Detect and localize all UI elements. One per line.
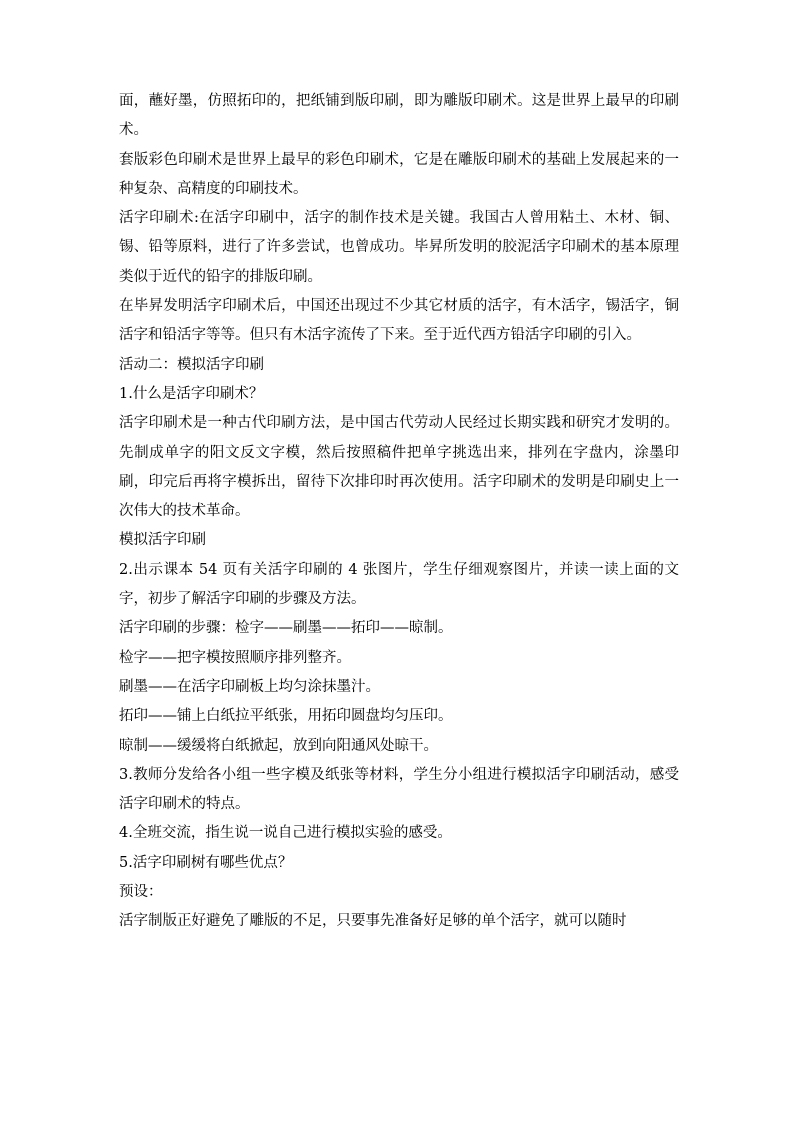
question-5-advantages: 5.活字印刷树有哪些优点？: [119, 854, 293, 871]
step-press: 拓印——铺上白纸拉平纸张，用拓印圆盘均匀压印。: [119, 708, 453, 725]
section-heading-activity-two: 活动二：模拟活字印刷: [119, 356, 264, 373]
step-ink: 刷墨——在活字印刷板上均匀涂抹墨汁。: [119, 678, 380, 695]
paragraph-advantage-answer: 活字制版正好避免了雕版的不足，只要事先准备好足够的单个活字，就可以随时: [119, 913, 627, 930]
question-1: 1.什么是活字印刷术？: [119, 385, 264, 402]
steps-summary: 活字印刷的步骤：检字——刷墨——拓印——晾制。: [119, 620, 453, 637]
step-4-discussion: 4.全班交流，指生说一说自己进行模拟实验的感受。: [119, 825, 452, 842]
document-body: [119, 87, 679, 937]
subheading-simulation: 模拟活字印刷: [119, 532, 206, 549]
step-2-textbook: 2.出示课本 54 页有关活字印刷的 4 张图片，学生仔细观察图片，并读一读上面的文字，初步了解活字印刷的步骤及方法。: [119, 561, 679, 608]
paragraph-color-printing: 套版彩色印刷术是世界上最早的彩色印刷术，它是在雕版印刷术的基础上发展起来的一种复杂、高精度的印刷技术。: [119, 151, 679, 197]
step-dry: 晾制——缓缓将白纸掀起，放到向阳通风处晾干。: [119, 737, 438, 754]
paragraph-woodblock-end: 面，蘸好墨，仿照拓印的，把纸铺到版印刷，即为雕版印刷术。这是世界上最早的印刷术。: [119, 93, 679, 139]
paragraph-definition: 活字印刷术是一种古代印刷方法，是中国古代劳动人民经过长期实践和研究才发明的。先制成单字的阳文反文字模，然后按照稿件把单字挑选出来，排列在字盘内，涂墨印刷，印完后再将字模拆出，留待下次排印时再次使用。活字印刷术的发明是印刷史上一次伟大的技术革命。: [119, 415, 679, 520]
paragraph-other-materials: 在毕昇发明活字印刷术后，中国还出现过不少其它材质的活字，有木活字，锡活字，铜活字和铅活字等等。但只有木活字流传了下来。至于近代西方铅活字印刷的引入。: [119, 298, 679, 344]
step-pick-type: 检字——把字模按照顺序排列整齐。: [119, 649, 351, 666]
step-3-group-activity: 3.教师分发给各小组一些字模及纸张等材料，学生分小组进行模拟活字印刷活动，感受活字印刷术的特点。: [119, 766, 679, 813]
label-preset: 预设：: [119, 884, 163, 901]
paragraph-movable-type-intro: 活字印刷术:在活字印刷中，活字的制作技术是关键。我国古人曾用粘土、木材、铜、锡、铅等原料，进行了许多尝试，也曾成功。毕昇所发明的胶泥活字印刷术的基本原理类似于近代的铅字的排版印刷。: [119, 210, 679, 285]
